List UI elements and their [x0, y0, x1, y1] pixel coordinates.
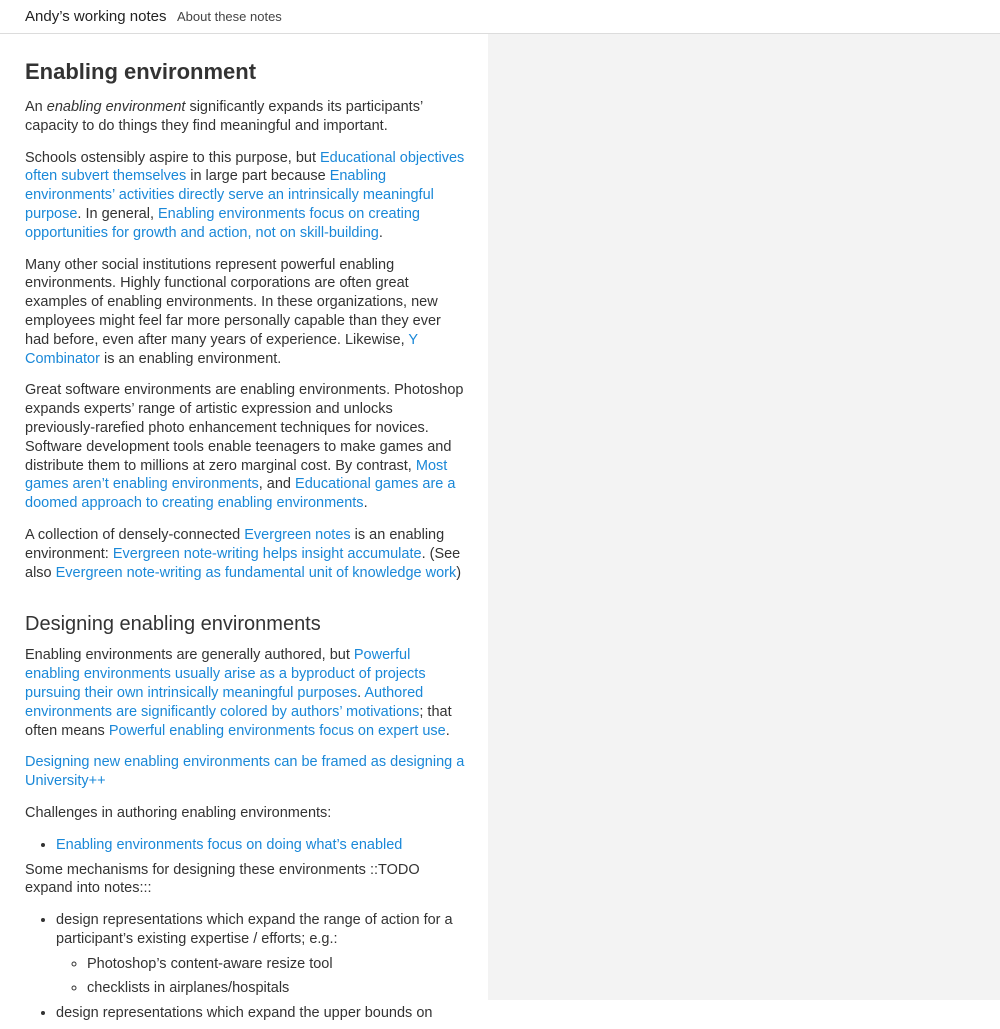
about-notes-link[interactable]: About these notes: [177, 9, 282, 24]
link-insight-accumulate[interactable]: Evergreen note-writing helps insight accumulate: [112, 545, 422, 562]
link-university-plus-plus[interactable]: Designing new enabling environments can be framed as designing a University++: [25, 754, 465, 790]
text: .: [363, 495, 368, 512]
text: ; that often means: [25, 703, 452, 739]
text: .: [445, 722, 450, 739]
link-educational-games[interactable]: Educational games are a doomed approach to creating enabling environments: [25, 476, 456, 512]
text: is an enabling environment:: [25, 526, 445, 562]
intro-paragraph: [25, 98, 465, 136]
paragraph-schools: [25, 149, 465, 243]
text: . In general,: [77, 205, 159, 222]
text: is an enabling environment.: [99, 350, 282, 367]
paragraph-evergreen: [25, 526, 465, 582]
emphasis: enabling environment: [46, 99, 186, 115]
link-focus-opportunities[interactable]: Enabling environments focus on creating opportunities for growth and action, not on skill-building: [25, 205, 420, 241]
link-meaningful-purpose[interactable]: Enabling environments’ activities directly serve an intrinsically meaningful purpose: [25, 168, 434, 222]
paragraph-institutions: [25, 256, 465, 369]
empty-stacked-note-pane: [488, 34, 1000, 1000]
note-title: Enabling environment: [25, 59, 257, 84]
text: .: [378, 224, 383, 241]
list-item: ◦ Photoshop’s content-aware resize tool: [87, 955, 465, 974]
link-educational-objectives[interactable]: Educational objectives often subvert themselves: [25, 149, 465, 185]
link-games-not-enabling[interactable]: Most games aren’t enabling environments: [25, 457, 448, 493]
paragraph-university: [25, 753, 465, 791]
site-title-link[interactable]: Andy’s working notes: [25, 8, 167, 25]
text: Schools ostensibly aspire to this purpose, but: [25, 149, 320, 166]
text: Enabling environments are generally authored, but: [25, 647, 354, 664]
link-byproduct-projects[interactable]: Powerful enabling environments usually arise as a byproduct of projects pursuing their own intrinsically meaningful purposes: [25, 647, 426, 701]
note-content: [25, 34, 465, 1029]
examples-sublist: [56, 955, 465, 999]
section-heading: Designing enabling environments: [25, 613, 321, 636]
text: ): [456, 564, 462, 581]
text: Many other social institutions represent powerful enabling environments. Highly functional corporations are often great examples of enabling environments. In these organizations, new employees might feel far more personally capable than they ever had before, even after many years of experience. Likewise,: [25, 256, 441, 348]
paragraph-software: [25, 381, 465, 513]
paragraph-mechanisms: Some mechanisms for designing these environments ::TODO expand into notes:::: [25, 861, 420, 897]
text: Great software environments are enabling environments. Photoshop expands experts’ range of artistic expression and unlocks previously-rarefied photo enhancement techniques for novices. Software development tools enable teenagers to make games and distribute them to millions at zero marginal cost. By contrast,: [25, 382, 464, 474]
list-item: [56, 836, 465, 855]
top-nav-bar: [0, 0, 1000, 34]
text: .: [357, 684, 365, 701]
paragraph-challenges: Challenges in authoring enabling environments:: [25, 804, 332, 821]
text: , and: [258, 476, 296, 493]
link-fundamental-unit[interactable]: Evergreen note-writing as fundamental unit of knowledge work: [55, 564, 457, 581]
mechanisms-list: [25, 911, 465, 1023]
link-authors-motivations[interactable]: Authored environments are significantly colored by authors’ motivations: [25, 684, 424, 720]
challenges-list: [25, 836, 465, 855]
link-evergreen-notes[interactable]: Evergreen notes: [244, 526, 351, 543]
list-item: ◦ checklists in airplanes/hospitals: [87, 979, 465, 998]
list-item-text: design representations which expand the range of action for a participant’s existing expertise / efforts; e.g.:: [56, 912, 453, 947]
paragraph-authored: [25, 646, 465, 740]
link-doing-whats-enabled[interactable]: Enabling environments focus on doing what’s enabled: [56, 836, 403, 853]
text: significantly expands its participants’ capacity to do things they find meaningful and important.: [25, 99, 423, 134]
text: in large part because: [186, 168, 330, 185]
text: An: [25, 99, 47, 115]
list-item: • design representations which expand the upper bounds on: [56, 1004, 465, 1023]
link-expert-use[interactable]: Powerful enabling environments focus on expert use: [108, 722, 446, 739]
list-item: [56, 911, 465, 998]
text: . (See also: [25, 545, 461, 581]
text: A collection of densely-connected: [25, 526, 245, 543]
link-y-combinator[interactable]: Y Combinator: [25, 331, 418, 367]
